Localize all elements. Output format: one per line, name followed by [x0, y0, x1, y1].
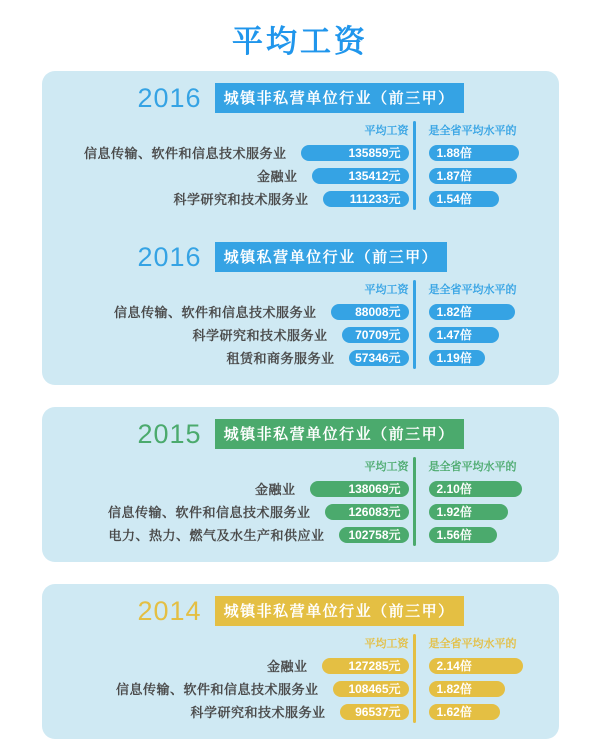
multiple-column: [416, 121, 559, 210]
multiple-pill: 1.47倍: [429, 327, 499, 343]
industry-label: 科学研究和技术服务业: [192, 328, 328, 343]
wage-table: [42, 457, 559, 546]
table-row: [421, 346, 559, 369]
industry-label: 科学研究和技术服务业: [190, 705, 326, 720]
section-2016-private: [42, 236, 559, 369]
wage-pill: 108465元: [333, 681, 409, 697]
column-header-multiple: 是全省平均水平的: [428, 284, 517, 296]
page-title: 平均工资: [232, 24, 368, 59]
section-2014-nonprivate: [42, 590, 559, 723]
table-row: [58, 523, 409, 546]
industry-label: 金融业: [256, 169, 298, 184]
industry-label: 信息传输、软件和信息技术服务业: [83, 146, 287, 161]
wage-pill: 96537元: [340, 704, 409, 720]
section-badge: 城镇非私营单位行业（前三甲）: [215, 596, 464, 626]
table-row: [58, 323, 409, 346]
table-row: [421, 654, 559, 677]
table-row: [58, 677, 409, 700]
industry-label: 科学研究和技术服务业: [173, 192, 309, 207]
industry-label: 信息传输、软件和信息技术服务业: [107, 505, 311, 520]
column-header-wage: 平均工资: [364, 125, 409, 137]
section-year: 2015: [137, 418, 202, 449]
wage-card-2016: [42, 71, 559, 385]
table-row: [58, 187, 409, 210]
table-row: [421, 523, 559, 546]
industry-label: 金融业: [254, 482, 296, 497]
table-row: [421, 677, 559, 700]
industry-label: 电力、热力、燃气及水生产和供应业: [108, 528, 325, 543]
table-row: [421, 300, 559, 323]
wage-table: [42, 280, 559, 369]
multiple-pill: 1.88倍: [429, 145, 519, 161]
wage-card-2015: [42, 407, 559, 562]
wage-pill: 135859元: [301, 145, 409, 161]
industry-label: 金融业: [266, 659, 308, 674]
multiple-pill: 1.92倍: [429, 504, 508, 520]
wage-pill: 127285元: [322, 658, 409, 674]
column-header-multiple: 是全省平均水平的: [428, 125, 517, 137]
wage-column: [58, 634, 409, 723]
table-row: [58, 346, 409, 369]
section-2016-nonprivate: [42, 77, 559, 210]
table-row: [58, 477, 409, 500]
table-row: [421, 187, 559, 210]
section-badge: 城镇非私营单位行业（前三甲）: [215, 83, 464, 113]
column-header-multiple: 是全省平均水平的: [428, 638, 517, 650]
table-row: [421, 141, 559, 164]
wage-pill: 126083元: [325, 504, 409, 520]
multiple-pill: 1.82倍: [429, 304, 515, 320]
industry-label: 信息传输、软件和信息技术服务业: [115, 682, 319, 697]
section-2015-nonprivate: [42, 413, 559, 546]
section-header: [42, 83, 559, 113]
wage-column: [58, 121, 409, 210]
column-header-wage: 平均工资: [364, 284, 409, 296]
table-row: [58, 141, 409, 164]
section-year: 2016: [137, 241, 202, 272]
multiple-pill: 1.19倍: [429, 350, 485, 366]
multiple-pill: 2.14倍: [429, 658, 523, 674]
section-year: 2014: [137, 595, 202, 626]
multiple-column: [416, 280, 559, 369]
section-header: [42, 419, 559, 449]
wage-column: [58, 457, 409, 546]
table-row: [58, 654, 409, 677]
wage-pill: 102758元: [339, 527, 409, 543]
column-header-wage: 平均工资: [364, 638, 409, 650]
table-row: [58, 300, 409, 323]
industry-label: 租赁和商务服务业: [226, 351, 335, 366]
wage-column: [58, 280, 409, 369]
multiple-pill: 1.54倍: [429, 191, 499, 207]
wage-card-2014: [42, 584, 559, 739]
section-header: [42, 596, 559, 626]
section-badge: 城镇非私营单位行业（前三甲）: [215, 419, 464, 449]
table-row: [421, 500, 559, 523]
wage-pill: 70709元: [342, 327, 409, 343]
multiple-pill: 2.10倍: [429, 481, 522, 497]
industry-label: 信息传输、软件和信息技术服务业: [113, 305, 317, 320]
multiple-pill: 1.87倍: [429, 168, 517, 184]
table-row: [58, 500, 409, 523]
table-row: [58, 164, 409, 187]
column-header-multiple: 是全省平均水平的: [428, 461, 517, 473]
table-row: [421, 323, 559, 346]
wage-pill: 57346元: [349, 350, 409, 366]
wage-pill: 88008元: [331, 304, 409, 320]
wage-table: [42, 121, 559, 210]
wage-pill: 138069元: [310, 481, 409, 497]
table-row: [421, 164, 559, 187]
table-row: [421, 477, 559, 500]
wage-pill: 111233元: [323, 191, 409, 207]
section-year: 2016: [137, 82, 202, 113]
section-header: [42, 242, 559, 272]
multiple-pill: 1.56倍: [429, 527, 497, 543]
wage-table: [42, 634, 559, 723]
wage-pill: 135412元: [312, 168, 409, 184]
multiple-pill: 1.62倍: [429, 704, 500, 720]
multiple-column: [416, 457, 559, 546]
multiple-pill: 1.82倍: [429, 681, 505, 697]
multiple-column: [416, 634, 559, 723]
section-badge: 城镇私营单位行业（前三甲）: [215, 242, 448, 272]
column-header-wage: 平均工资: [364, 461, 409, 473]
